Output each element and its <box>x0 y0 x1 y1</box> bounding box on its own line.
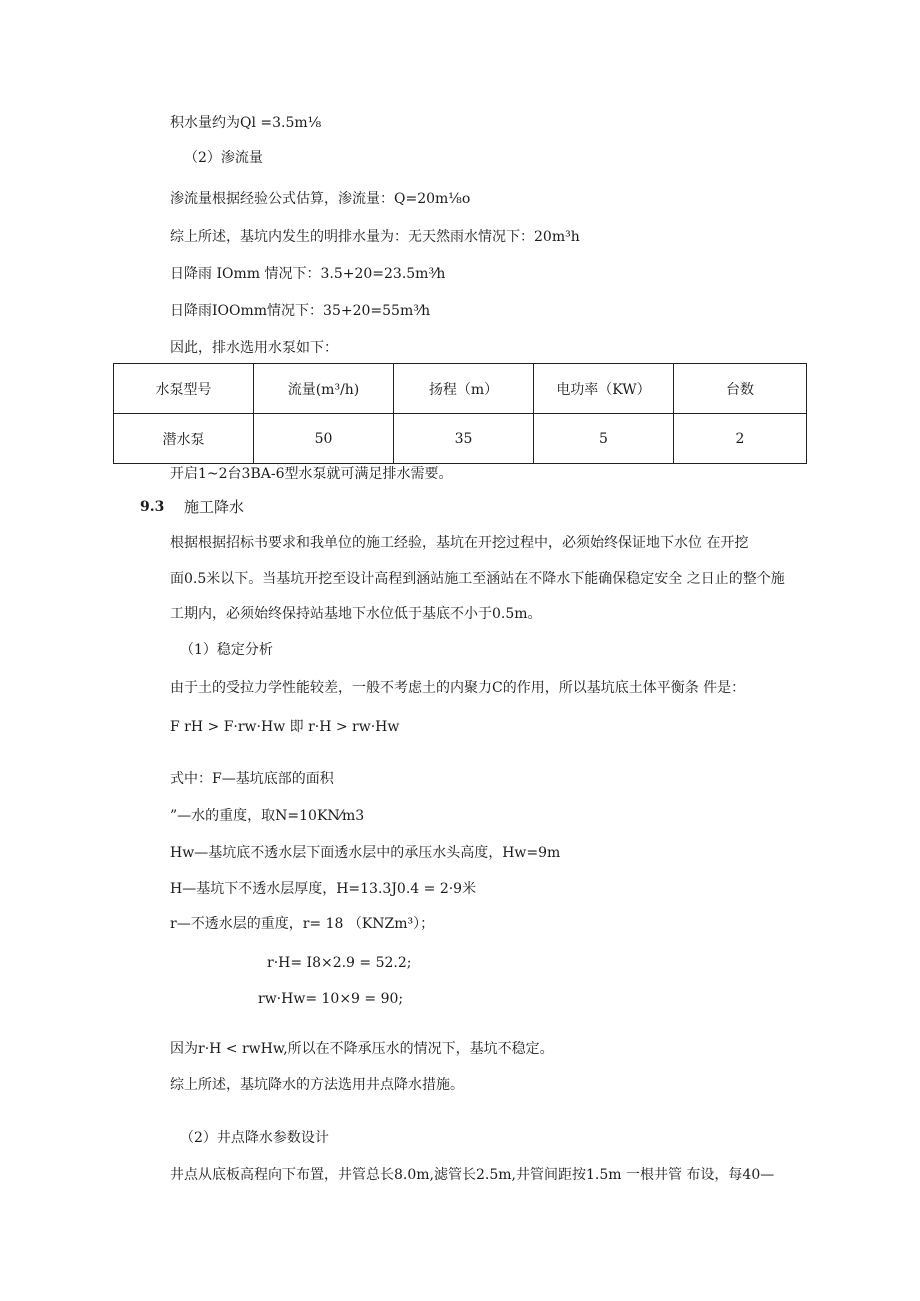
cell-pump-model: 潜水泵 <box>114 414 254 464</box>
cell-head: 35 <box>394 414 534 464</box>
table-row <box>114 414 807 464</box>
paragraph-stability-condition: 由于土的受拉力学性能较差，一般不考虑土的内聚力C的作用，所以基坑底土体平衡条 件是： <box>170 680 746 696</box>
paragraph-dewatering-1: 根据根据招标书要求和我单位的施工经验，基坑在开挖过程中，必须始终保证地下水位 在开挖 <box>170 535 749 551</box>
legend-r: r—不透水层的重度，r= 18 （KNZm³）； <box>170 916 435 932</box>
legend-water-weight: ”—水的重度，取N=10KN⁄m3 <box>170 808 365 824</box>
paragraph-instability: 因为r·H < rwHw,所以在不降承压水的情况下，基坑不稳定。 <box>170 1041 554 1057</box>
heading-seepage: （2）渗流量 <box>184 150 263 166</box>
legend-hw: Hw—基坑底不透水层下面透水层中的承压水头高度，Hw=9m <box>170 845 561 861</box>
cell-flow: 50 <box>254 414 394 464</box>
heading-wellpoint: （2）井点降水参数设计 <box>180 1130 329 1146</box>
paragraph-after-table: 开启1~2台3BA-6型水泵就可满足排水需要。 <box>170 466 453 482</box>
paragraph-dewatering-2: 面0.5米以下。当基坑开挖至设计高程到涵站施工至涵站在不降水下能确保稳定安全 之日止的整个施 <box>170 571 785 587</box>
header-count: 台数 <box>674 364 807 414</box>
section-number: 9.3 <box>140 499 165 515</box>
formula-equilibrium: F rH > F·rw·Hw 即 r·H > rw·Hw <box>170 719 400 735</box>
formula-rh: r·H= I8×2.9 = 52.2; <box>267 955 412 971</box>
header-pump-model: 水泵型号 <box>114 364 254 414</box>
pump-table <box>113 363 807 464</box>
paragraph-dewatering-3: 工期内，必须始终保持站基地下水位低于基底不小于0.5m。 <box>170 606 542 622</box>
paragraph-method: 综上所述，基坑降水的方法选用井点降水措施。 <box>170 1077 464 1093</box>
header-power: 电功率（KW） <box>534 364 674 414</box>
section-title: 施工降水 <box>184 498 245 516</box>
paragraph-drainage-summary: 综上所述，基坑内发生的明排水量为：无天然雨水情况下：20m³h <box>170 229 580 245</box>
paragraph-wellpoint-layout: 井点从底板高程向下布置，井管总长8.0m,滤管长2.5m,井管间距按1.5m 一根井管 布设，每40— <box>170 1167 775 1183</box>
paragraph-accumulated-water: 积水量约为Ql =3.5m⅛ <box>170 115 322 131</box>
cell-count: 2 <box>674 414 807 464</box>
paragraph-pump-intro: 因此，排水选用水泵如下： <box>170 340 338 356</box>
paragraph-seepage-estimate: 渗流量根据经验公式估算，渗流量：Q=20m⅛o <box>170 191 471 207</box>
formula-rwhw: rw·Hw= 10×9 = 90; <box>258 991 404 1007</box>
table-header-row <box>114 364 807 414</box>
header-flow: 流量(m³/h) <box>254 364 394 414</box>
legend-h: H—基坑下不透水层厚度，H=13.3J0.4 = 2·9米 <box>170 881 477 897</box>
legend-f: 式中：F—基坑底部的面积 <box>170 771 334 787</box>
paragraph-rain-10mm: 日降雨 IOmm 情况下：3.5+20=23.5m³⁄h <box>170 266 446 282</box>
header-head: 扬程（m） <box>394 364 534 414</box>
paragraph-rain-100mm: 日降雨IOOmm情况下：35+20=55m³⁄h <box>170 303 431 319</box>
heading-stability: （1）稳定分析 <box>180 642 273 658</box>
cell-power: 5 <box>534 414 674 464</box>
